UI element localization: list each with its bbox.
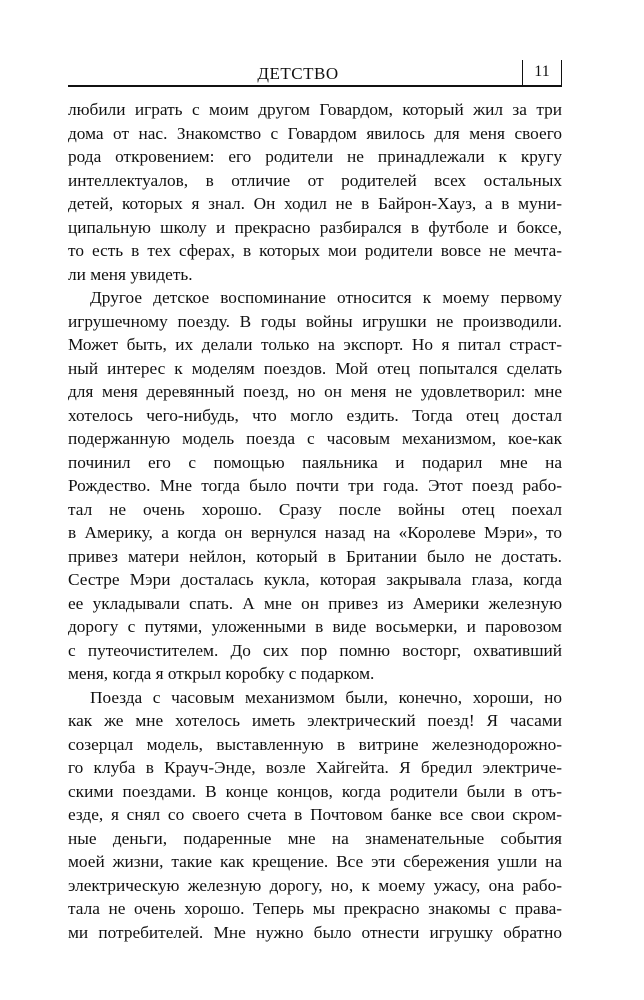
text-line: Может быть, их делали только на экспорт. Но я питал страст-	[68, 335, 562, 354]
text-line: Сестре Мэри досталась кукла, которая закрывала глаза, когда	[68, 570, 562, 589]
text-line: моей жизни, такие как крещение. Все эти сбережения ушли на	[68, 852, 562, 871]
text-line: ее укладывали спать. А мне он привез из Америки железную	[68, 593, 562, 613]
text-line: детей, которых я знал. Он ходил не в Байрон-Хауз, а в муни-	[68, 194, 562, 213]
text-line: тала не очень хорошо. Теперь мы прекрасно знакомы с права-	[68, 899, 562, 918]
text-line: починил его с помощью паяльника и подарил мне на	[68, 452, 562, 472]
text-line: игрушечному поезду. В годы войны игрушки не производили.	[68, 311, 562, 331]
chapter-title: ДЕТСТВО	[257, 64, 339, 83]
paragraph-start: Другое детское воспоминание относится к моему первому	[90, 288, 562, 307]
text-line: в Америку, а когда он вернулся назад на «Королеве Мэри», то	[68, 523, 562, 542]
text-line: дома от нас. Знакомство с Говардом явилось для меня своего	[68, 123, 562, 143]
running-header	[68, 62, 562, 88]
text-line: для меня деревянный поезд, но он меня не удовлетворил: мне	[68, 382, 562, 401]
text-line: интеллектуалов, в отличие от родителей всех остальных	[68, 170, 562, 190]
paragraph-start: Поезда с часовым механизмом были, конечно, хороши, но	[90, 687, 562, 707]
body-text	[68, 98, 562, 944]
text-line: рода откровением: его родители не принадлежали к кругу	[68, 147, 562, 166]
text-line: ные деньги, подаренные мне на знаменательные события	[68, 828, 562, 848]
text-line: созерцал модель, выставленную в витрине железнодорожно-	[68, 734, 562, 754]
page-number: 11	[522, 60, 562, 85]
text-line: электрическую железную дорогу, но, к моему ужасу, она рабо-	[68, 875, 562, 895]
text-line: ный интерес к моделям поездов. Мой отец попытался сделать	[68, 358, 562, 378]
text-line: ципальную школу и прекрасно разбирался в футболе и боксе,	[68, 217, 562, 237]
text-line: дорогу с путями, уложенными в виде восьмерки, и паровозом	[68, 617, 562, 636]
text-line: скими поездами. В конце концов, когда родители были в отъ-	[68, 781, 562, 801]
text-line: тал не очень хорошо. Сразу после войны отец поехал	[68, 499, 562, 519]
text-line: ми потребителей. Мне нужно было отнести игрушку обратно	[68, 922, 562, 942]
text-line: как же мне хотелось иметь электрический поезд! Я часами	[68, 711, 562, 730]
text-line: го клуба в Крауч-Энде, возле Хайгейта. Я бредил электриче-	[68, 758, 562, 777]
text-line: привез матери нейлон, который в Британии было не достать.	[68, 546, 562, 566]
text-line: хотелось чего-нибудь, что могло ездить. Тогда отец достал	[68, 405, 562, 425]
header-rule	[68, 85, 562, 87]
text-line: подержанную модель поезда с часовым механизмом, кое-как	[68, 429, 562, 448]
text-line: с путеочистителем. До сих пор помню восторг, охвативший	[68, 640, 562, 660]
text-line: Рождество. Мне тогда было почти три года. Этот поезд рабо-	[68, 476, 562, 495]
text-line: любили играть с моим другом Говардом, который жил за три	[68, 100, 562, 119]
text-line: меня, когда я открыл коробку с подарком.	[68, 664, 375, 683]
text-line: ли меня увидеть.	[68, 264, 193, 284]
text-line: то есть в тех сферах, в которых мои родители вовсе не мечта-	[68, 241, 562, 260]
text-line: езде, я снял со своего счета в Почтовом банке все свои скром-	[68, 805, 562, 824]
